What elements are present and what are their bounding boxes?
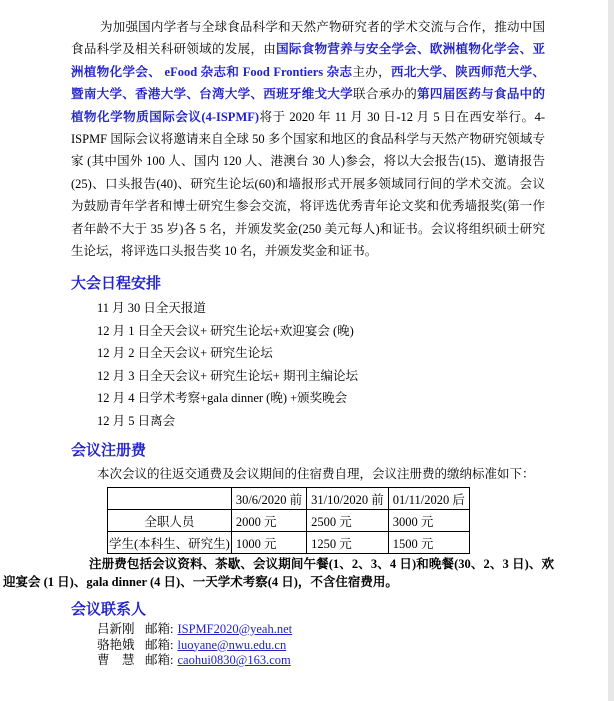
contact-row (97, 653, 545, 669)
fee-table-cell: 3000 元 (388, 510, 469, 532)
schedule-list (97, 297, 545, 431)
schedule-item: 12 月 2 日全天会议+ 研究生论坛 (97, 346, 273, 361)
schedule-heading: 大会日程安排 (71, 276, 162, 293)
contact-email-label: 邮箱: (145, 621, 174, 636)
fee-row-label: 学生(本科生、研究生) (108, 532, 232, 554)
fee-table-cell: 1500 元 (388, 532, 469, 554)
document-content (3, 0, 554, 669)
schedule-item: 12 月 3 日全天会议+ 研究生论坛+ 期刊主编论坛 (97, 368, 358, 383)
registration-intro: 本次会议的往返交通费及会议期间的住宿费自理，会议注册费的缴纳标准如下： (97, 466, 535, 481)
contact-name: 吕新刚 (97, 621, 135, 636)
fee-table-header-cell: 30/6/2020 前 (231, 488, 306, 510)
registration-heading: 会议注册费 (71, 442, 147, 459)
fee-table-header-row (108, 488, 470, 510)
contact-row (97, 638, 545, 654)
fee-table (107, 487, 470, 554)
intro-segment: 联合承办的 (353, 87, 418, 102)
fee-table-cell: 1000 元 (231, 532, 306, 554)
fee-table-header-cell: 31/10/2020 前 (307, 488, 389, 510)
intro-segment: 为加强国内学者与全球食品科学和天然产物研究者的学术交流与合作，推动中国食品科学及相关科研领域的发展，由 (71, 20, 545, 57)
page-edge-strip (608, 0, 614, 701)
intro-segment: 西北大学、陕西师范大学、暨南大学、香港大学、台湾大学、西班牙维戈大学 (71, 64, 545, 102)
schedule-item: 12 月 4 日学术考察+gala dinner (晚) +颁奖晚会 (97, 391, 348, 406)
intro-segment: 国际食物营养与安全学会、欧洲植物化学会、亚洲植物化学会、 eFood 杂志和 Food Frontiers 杂志 (71, 42, 545, 79)
contact-email-link[interactable]: ISPMF2020@yeah.net (177, 621, 293, 636)
fee-table-cell: 1250 元 (307, 532, 389, 554)
intro-segment: 主办， (352, 64, 391, 79)
intro-segment: 第四届医药与食品中的植物化学物质国际会议(4-ISPMF) (71, 87, 545, 124)
contact-email-label: 邮箱: (145, 637, 174, 652)
contact-email-label: 邮箱: (145, 653, 174, 668)
contact-row (97, 622, 545, 638)
contact-name: 骆艳娥 (97, 637, 135, 652)
fee-table-cell: 2500 元 (307, 510, 389, 532)
contact-name: 曹 慧 (97, 653, 135, 668)
intro-segment: 将于 2020 年 11 月 30 日-12 月 5 日在西安举行。4-ISPMF 国际会议将邀请来自全球 50 多个国家和地区的食品科学与天然产物研究领域专家 (其中国外 100 人、国内 120 人、港澳台 30 人)参会，将以大会报告(15)、邀请报告(25)、口头报告(40)、研究生论坛(60)和墙报形式开展多领域同行间的学术交流。会议为鼓励青年学者和博士研究生参会交流，将评选优秀青年论文奖和优秀墙报奖(第一作者年龄不大于 35 岁)各 5 名，并颁发奖金(250 美元每人)和证书。会议将组织硕士研究生论坛，将评选口头报告奖 10 名，并颁发奖金和证书。 (71, 109, 545, 259)
schedule-item: 12 月 5 日离会 (97, 413, 176, 428)
fee-row-label: 全职人员 (108, 510, 232, 532)
contacts-heading: 会议联系人 (71, 601, 147, 618)
intro-paragraph (71, 16, 545, 262)
fee-table-header-cell: 01/11/2020 后 (388, 488, 469, 510)
contact-email-link[interactable]: luoyane@nwu.edu.cn (177, 637, 287, 652)
fee-table-row (108, 510, 470, 532)
registration-note: 注册费包括会议资料、茶歇、会议期间午餐(1、2、3、4 日)和晚餐(30、2、3 日)、欢迎宴会 (1 日)、gala dinner (4 日)、一天学术考察(4 日)，不含住宿费用。 (3, 557, 554, 589)
schedule-item: 11 月 30 日全天报道 (97, 301, 206, 316)
contacts-list (97, 622, 545, 669)
fee-table-header-cell (108, 488, 232, 510)
contact-email-link[interactable]: caohui0830@163.com (177, 653, 291, 668)
schedule-item: 12 月 1 日全天会议+ 研究生论坛+欢迎宴会 (晚) (97, 323, 354, 338)
fee-table-row (108, 532, 470, 554)
fee-table-cell: 2000 元 (231, 510, 306, 532)
